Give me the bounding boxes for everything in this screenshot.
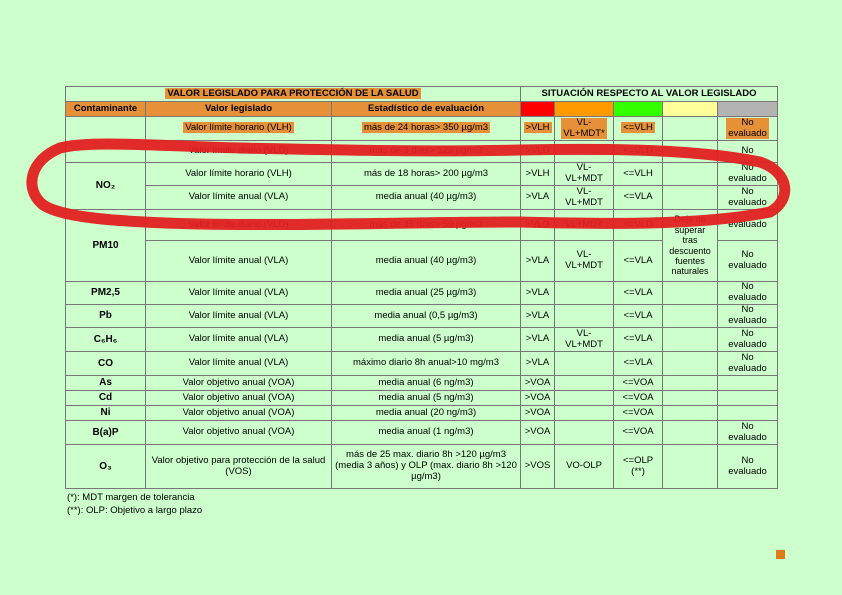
row-cell — [663, 421, 718, 445]
row-cell: <=VLH — [614, 163, 663, 186]
table-row — [66, 186, 778, 210]
row-cell — [663, 406, 718, 421]
row-cell — [718, 376, 778, 391]
contaminant-pm25: PM2,5 — [66, 282, 146, 305]
row-cell: máximo diario 8h anual>10 mg/m3 — [332, 352, 521, 376]
row-cell: media anual (5 µg/m3) — [332, 328, 521, 352]
row-cell: Valor objetivo anual (VOA) — [146, 391, 332, 406]
row-cell — [555, 282, 614, 305]
contaminant-pm10: PM10 — [66, 210, 146, 282]
row-cell: <=VLA — [614, 328, 663, 352]
row-cell: <=VLA — [614, 186, 663, 210]
row-cell: >VOA — [521, 391, 555, 406]
col-estadistico: Estadístico de evaluación — [332, 102, 521, 117]
header-row — [66, 87, 778, 102]
row-cell: VL- VL+MDT — [555, 241, 614, 282]
row-cell: <=VLD — [614, 210, 663, 241]
row-cell: media anual (5 ng/m3) — [332, 391, 521, 406]
row-cell — [663, 376, 718, 391]
table-row — [66, 445, 778, 489]
row-cell: Valor límite diario (VLD) — [146, 141, 332, 163]
row-cell: >VLA — [521, 186, 555, 210]
row-cell: >VOS — [521, 445, 555, 489]
est-text: más de 24 horas> 350 µg/m3 — [363, 122, 489, 134]
contaminant-o3: O₃ — [66, 445, 146, 489]
valor-text: Valor límite horario (VLH) — [185, 122, 292, 134]
row-cell: VL- VL+MDT — [555, 186, 614, 210]
green-text: <=VLH — [623, 122, 653, 134]
row-cell: media anual (40 µg/m3) — [332, 241, 521, 282]
row-cell: Valor límite anual (VLA) — [146, 241, 332, 282]
swatch-yellow — [663, 102, 718, 117]
row-cell — [663, 117, 718, 141]
row-cell: media anual (1 ng/m3) — [332, 421, 521, 445]
row-cell — [663, 186, 718, 210]
row-cell — [146, 117, 332, 141]
row-cell: >VLA — [521, 328, 555, 352]
row-cell — [663, 328, 718, 352]
table-row — [66, 210, 778, 241]
row-cell — [555, 421, 614, 445]
row-cell: >VLA — [521, 241, 555, 282]
row-cell — [663, 445, 718, 489]
col-contaminante: Contaminante — [66, 102, 146, 117]
row-cell — [663, 141, 718, 163]
row-cell: >VLA — [521, 352, 555, 376]
row-cell: No evaluado — [718, 163, 778, 186]
row-cell: media anual (25 µg/m3) — [332, 282, 521, 305]
table-row — [66, 305, 778, 328]
row-cell: media anual (40 µg/m3) — [332, 186, 521, 210]
row-cell: <=VLA — [614, 282, 663, 305]
row-cell: Valor objetivo anual (VOA) — [146, 406, 332, 421]
table-row — [66, 376, 778, 391]
row-cell: <=VOA — [614, 421, 663, 445]
contaminant-co: CO — [66, 352, 146, 376]
header-right: SITUACIÓN RESPECTO AL VALOR LEGISLADO — [521, 87, 778, 102]
row-cell: más de 35 días> 50 µg/m3 — [332, 210, 521, 241]
row-cell — [555, 376, 614, 391]
row-cell: No evaluado — [718, 305, 778, 328]
row-cell: Valor objetivo anual (VOA) — [146, 421, 332, 445]
row-cell: >VLA — [521, 282, 555, 305]
contaminant-c6h6: C₆H₆ — [66, 328, 146, 352]
row-cell — [663, 391, 718, 406]
row-cell: VL+MDT — [555, 210, 614, 241]
row-cell — [332, 117, 521, 141]
row-cell — [555, 352, 614, 376]
row-cell: No evaluado — [718, 328, 778, 352]
footnote-olp: (**): OLP: Objetivo a largo plazo — [67, 505, 203, 516]
row-cell: <=OLP (**) — [614, 445, 663, 489]
row-cell — [521, 117, 555, 141]
row-cell: >VLD — [521, 210, 555, 241]
row-cell: <=VOA — [614, 406, 663, 421]
red-text: >VLH — [525, 122, 550, 134]
swatch-orange — [555, 102, 614, 117]
row-cell: <=VOA — [614, 391, 663, 406]
row-cell — [663, 305, 718, 328]
row-cell — [555, 141, 614, 163]
row-cell: Valor límite anual (VLA) — [146, 328, 332, 352]
swatch-green — [614, 102, 663, 117]
header-left: VALOR LEGISLADO PARA PROTECCIÓN DE LA SALUD — [167, 87, 419, 99]
row-cell: >VLD — [521, 141, 555, 163]
row-cell: No — [718, 141, 778, 163]
swatch-red — [521, 102, 555, 117]
contaminant-no2: NO₂ — [66, 163, 146, 210]
row-cell: Valor límite diario (VLD) — [146, 210, 332, 241]
column-header-row — [66, 102, 778, 117]
swatch-grey — [718, 102, 778, 117]
row-cell — [555, 305, 614, 328]
row-cell: <=VLA — [614, 352, 663, 376]
row-cell: Valor límite anual (VLA) — [146, 352, 332, 376]
row-cell: Valor objetivo para protección de la salud (VOS) — [146, 445, 332, 489]
row-cell — [718, 406, 778, 421]
row-cell: >VLH — [521, 163, 555, 186]
row-cell: >VOA — [521, 406, 555, 421]
row-cell — [555, 391, 614, 406]
row-cell: Valor límite anual (VLA) — [146, 282, 332, 305]
table-row — [66, 391, 778, 406]
contaminant-as: As — [66, 376, 146, 391]
row-cell: media anual (0,5 µg/m3) — [332, 305, 521, 328]
footnote-mdt: (*): MDT margen de tolerancia — [67, 492, 195, 503]
contaminant-pb: Pb — [66, 305, 146, 328]
table-row — [66, 141, 778, 163]
row-cell: media anual (20 ng/m3) — [332, 406, 521, 421]
row-cell: >VOA — [521, 376, 555, 391]
row-cell: Valor límite anual (VLA) — [146, 186, 332, 210]
row-cell: Valor límite horario (VLH) — [146, 163, 332, 186]
row-cell: Valor objetivo anual (VOA) — [146, 376, 332, 391]
orange-text: VL- VL+MDT* — [563, 116, 605, 139]
row-cell: más de 3 días> 125 µg/m3 — [332, 141, 521, 163]
table-row — [66, 163, 778, 186]
row-cell: VL- VL+MDT — [555, 163, 614, 186]
air-quality-table — [65, 86, 778, 489]
row-cell: No evaluado — [718, 241, 778, 282]
row-cell: No evaluado — [718, 352, 778, 376]
row-cell — [555, 117, 614, 141]
row-cell: No evaluado — [718, 421, 778, 445]
row-cell: VL- VL+MDT — [555, 328, 614, 352]
table-row — [66, 117, 778, 141]
row-cell: No evaluado — [718, 282, 778, 305]
header-left-cell — [66, 87, 521, 102]
table-row — [66, 328, 778, 352]
row-cell: evaluado — [718, 210, 778, 241]
row-cell: VO-OLP — [555, 445, 614, 489]
row-cell: más de 25 max. diario 8h >120 µg/m3 (media 3 años) y OLP (max. diario 8h >120 µg/m3) — [332, 445, 521, 489]
row-cell — [718, 117, 778, 141]
table-row — [66, 421, 778, 445]
row-cell: más de 18 horas> 200 µg/m3 — [332, 163, 521, 186]
row-cell: <=VOA — [614, 376, 663, 391]
row-cell: >VOA — [521, 421, 555, 445]
contaminant-so2 — [66, 117, 146, 163]
row-cell: No evaluado — [718, 445, 778, 489]
table-row — [66, 406, 778, 421]
row-cell — [614, 117, 663, 141]
row-cell — [555, 406, 614, 421]
row-cell — [663, 282, 718, 305]
row-cell: <=VLA — [614, 305, 663, 328]
table-row — [66, 352, 778, 376]
row-cell — [718, 391, 778, 406]
contaminant-cd: Cd — [66, 391, 146, 406]
contaminant-bap: B(a)P — [66, 421, 146, 445]
orange-square-marker — [776, 550, 785, 559]
row-cell: Valor límite anual (VLA) — [146, 305, 332, 328]
row-cell: <=VLD — [614, 141, 663, 163]
row-cell: media anual (6 ng/m3) — [332, 376, 521, 391]
row-cell: Deja de superar tras descuento fuentes naturales — [663, 210, 718, 282]
row-cell: >VLA — [521, 305, 555, 328]
row-cell — [663, 163, 718, 186]
row-cell — [663, 352, 718, 376]
row-cell: <=VLA — [614, 241, 663, 282]
table-row — [66, 282, 778, 305]
contaminant-ni: Ni — [66, 406, 146, 421]
grey-text: No evaluado — [728, 116, 767, 139]
row-cell: No evaluado — [718, 186, 778, 210]
col-valor: Valor legislado — [146, 102, 332, 117]
